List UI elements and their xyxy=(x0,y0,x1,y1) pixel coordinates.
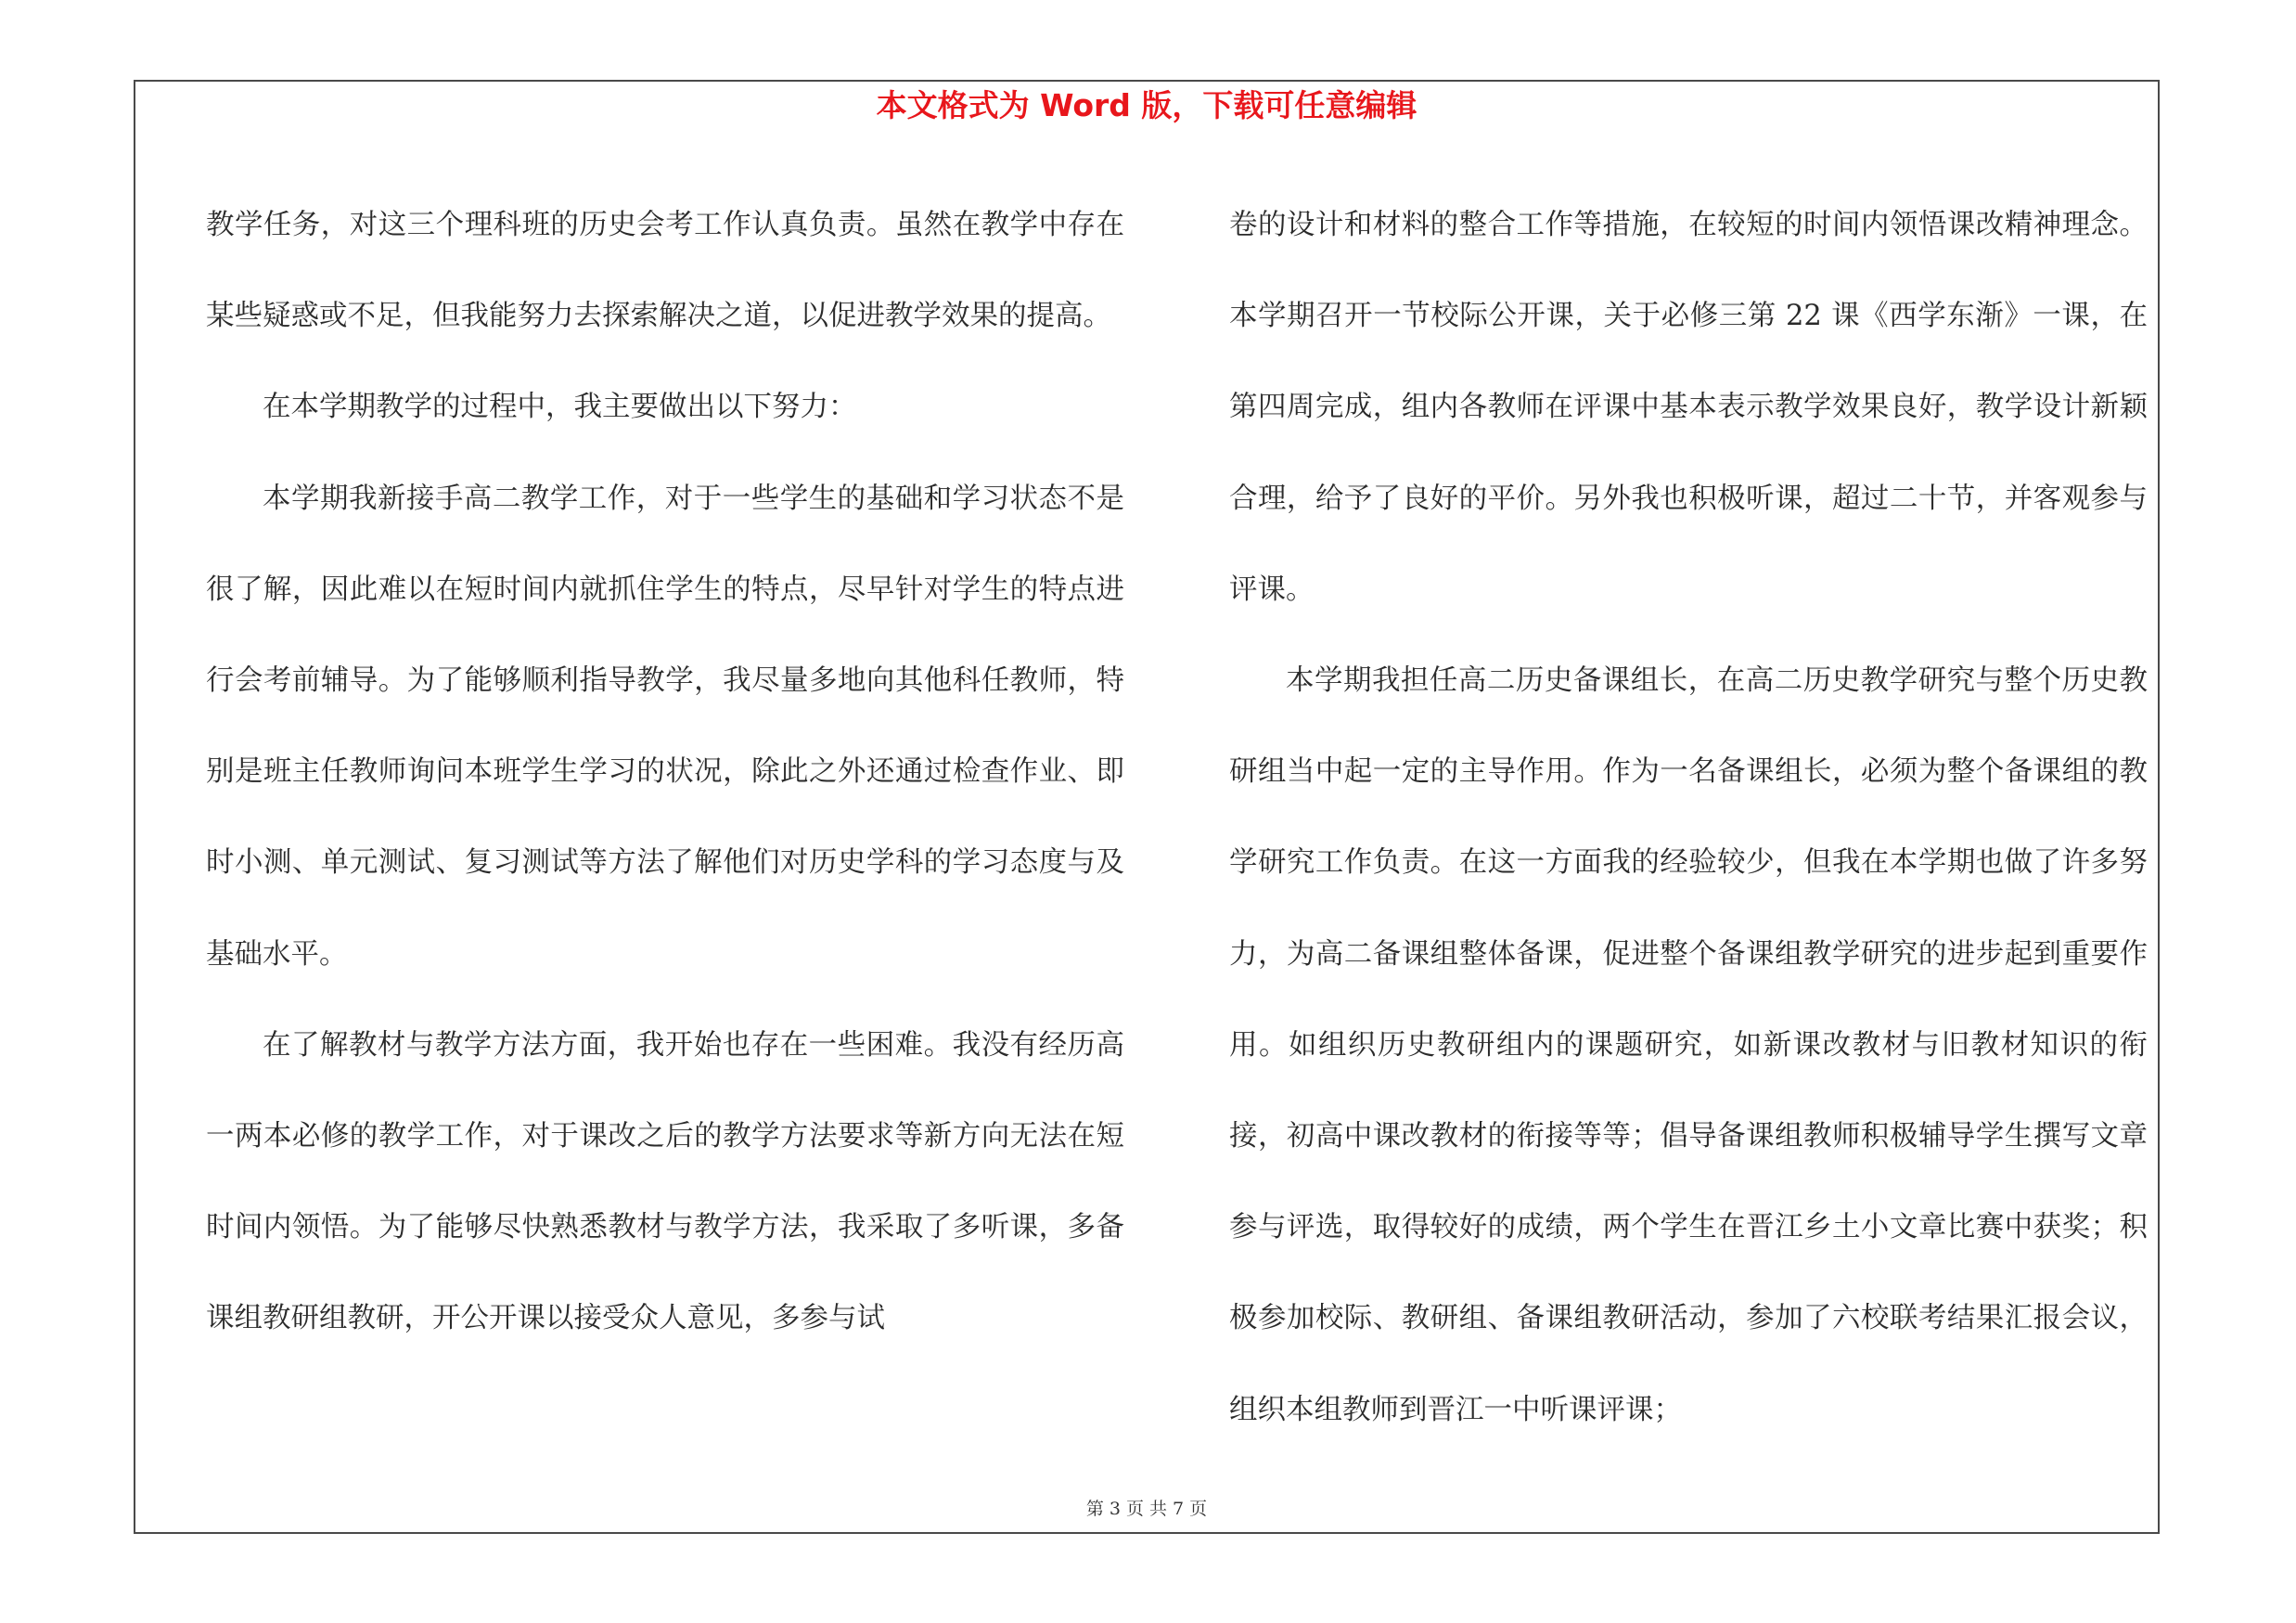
format-notice-banner: 本文格式为 Word 版，下载可任意编辑 xyxy=(876,87,1417,123)
left-text-column xyxy=(206,180,1124,1365)
paragraph: 本学期我新接手高二教学工作，对于一些学生的基础和学习状态不是很了解，因此难以在短时间内就抓住学生的特点，尽早针对学生的特点进行会考前辅导。为了能够顺利指导教学，我尽量多地向其他科任教师，特别是班主任教师询问本班学生学习的状况，除此之外还通过检查作业、即时小测、单元测试、复习测试等方法了解他们对历史学科的学习态度与及基础水平。 xyxy=(206,482,1124,971)
right-text-column xyxy=(1229,180,2148,1456)
paragraph: 教学任务，对这三个理科班的历史会考工作认真负责。虽然在教学中存在某些疑惑或不足，但我能努力去探索解决之道，以促进教学效果的提高。 xyxy=(206,209,1124,333)
paragraph: 本学期我担任高二历史备课组长，在高二历史教学研究与整个历史教研组当中起一定的主导作用。作为一名备课组长，必须为整个备课组的教学研究工作负责。在这一方面我的经验较少，但我在本学期也做了许多努力，为高二备课组整体备课，促进整个备课组教学研究的进步起到重要作用。如组织历史教研组内的课题研究，如新课改教材与旧教材知识的衔接，初高中课改教材的衔接等等；倡导备课组教师积极辅导学生撰写文章参与评选，取得较好的成绩，两个学生在晋江乡土小文章比赛中获奖；积极参加校际、教研组、备课组教研活动，参加了六校联考结果汇报会议，组织本组教师到晋江一中听课评课； xyxy=(1229,664,2148,1426)
paragraph: 在本学期教学的过程中，我主要做出以下努力： xyxy=(263,391,857,424)
page-number-footer: 第 3 页 共 7 页 xyxy=(1085,1499,1208,1519)
paragraph: 在了解教材与教学方法方面，我开始也存在一些困难。我没有经历高一两本必修的教学工作，对于课改之后的教学方法要求等新方向无法在短时间内领悟。为了能够尽快熟悉教材与教学方法，我采取了多听课，多备课组教研组教研，开公开课以接受众人意见，多参与试 xyxy=(206,1028,1124,1335)
paragraph: 卷的设计和材料的整合工作等措施，在较短的时间内领悟课改精神理念。本学期召开一节校际公开课，关于必修三第 22 课《西学东渐》一课，在第四周完成，组内各教师在评课中基本表示教学效果良好，教学设计新颖合理，给予了良好的平价。另外我也积极听课，超过二十节，并客观参与评课。 xyxy=(1229,209,2148,606)
